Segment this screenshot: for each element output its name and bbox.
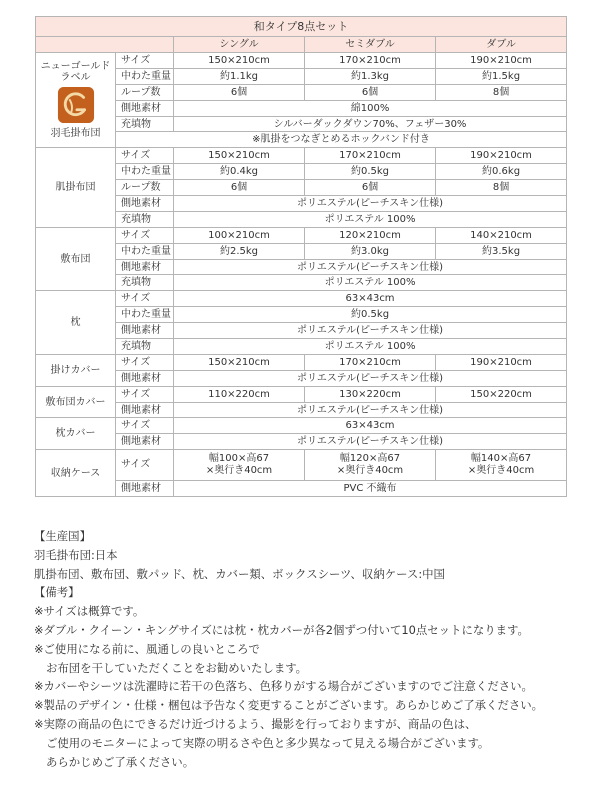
table-row xyxy=(36,402,567,418)
value-cell: 170×210cm xyxy=(305,148,436,164)
value-cell: 6個 xyxy=(174,180,305,196)
value-cell-merged: ポリエステル 100% xyxy=(174,339,567,355)
row-label: 側地素材 xyxy=(116,323,174,339)
note-line: ※ダブル・クイーン・キングサイズには枕・枕カバーが各2個ずつ付いて10点セットになります。 xyxy=(34,622,529,637)
row-label: サイズ xyxy=(116,148,174,164)
category-name: 羽毛掛布団 xyxy=(50,128,101,140)
value-cell: 約3.0kg xyxy=(305,243,436,259)
value-cell xyxy=(436,450,567,481)
category-cell xyxy=(36,450,116,497)
value-cell: 約2.5kg xyxy=(174,243,305,259)
logo-label: ラベル xyxy=(60,72,91,84)
row-label: 側地素材 xyxy=(116,370,174,386)
category-name: 掛けカバー xyxy=(50,364,101,376)
row-label: 中わた重量 xyxy=(116,68,174,84)
header-blank xyxy=(36,37,174,53)
value-cell-merged: 63×43cm xyxy=(174,291,567,307)
value-line: 幅120×高67 xyxy=(339,453,401,465)
category-cell xyxy=(36,291,116,355)
value-cell: 約1.3kg xyxy=(305,68,436,84)
table-title-row xyxy=(36,17,567,37)
row-label: 中わた重量 xyxy=(116,307,174,323)
gold-label-logo-icon xyxy=(57,86,95,124)
table-row xyxy=(36,132,567,148)
row-label: サイズ xyxy=(116,354,174,370)
row-label: 側地素材 xyxy=(116,402,174,418)
value-cell: 6個 xyxy=(305,84,436,100)
value-line: ×奥行き40cm xyxy=(205,465,273,477)
note-line: 【備考】 xyxy=(34,585,80,600)
table-row xyxy=(36,243,567,259)
value-line: 幅100×高67 xyxy=(208,453,270,465)
row-label: サイズ xyxy=(116,418,174,434)
category-name: 収納ケース xyxy=(50,467,101,479)
value-cell-merged: ポリエステル(ピーチスキン仕様) xyxy=(174,370,567,386)
value-line: ×奥行き40cm xyxy=(467,465,535,477)
row-label: 側地素材 xyxy=(116,100,174,116)
row-label: 充填物 xyxy=(116,211,174,227)
row-label: 側地素材 xyxy=(116,434,174,450)
row-label: 充填物 xyxy=(116,339,174,355)
value-cell: 8個 xyxy=(436,84,567,100)
table-row xyxy=(36,53,567,69)
category-cell xyxy=(36,418,116,450)
column-header: ダブル xyxy=(436,37,567,53)
value-cell-merged: ポリエステル(ピーチスキン仕様) xyxy=(174,196,567,212)
category-name: 枕カバー xyxy=(55,428,96,440)
value-cell: 190×210cm xyxy=(436,53,567,69)
note-line: ※製品のデザイン・仕様・梱包は予告なく変更することがございます。あらかじめご了承ください。 xyxy=(34,698,544,713)
value-cell: 約1.1kg xyxy=(174,68,305,84)
table-row xyxy=(36,481,567,497)
row-label: 側地素材 xyxy=(116,259,174,275)
row-label: ループ数 xyxy=(116,84,174,100)
table-title: 和タイプ8点セット xyxy=(36,17,567,37)
note-line: お布団を干していただくことをお勧めいたします。 xyxy=(46,660,308,675)
row-label: 中わた重量 xyxy=(116,243,174,259)
table-row xyxy=(36,434,567,450)
value-cell-merged: ポリエステル 100% xyxy=(174,211,567,227)
value-cell: 6個 xyxy=(174,84,305,100)
table-row xyxy=(36,323,567,339)
note-line: 【生産国】 xyxy=(34,529,91,543)
value-cell: 120×210cm xyxy=(305,227,436,243)
value-cell-merged: シルバーダックダウン70%、フェザー30% xyxy=(174,116,567,132)
table-row xyxy=(36,259,567,275)
value-cell: 150×210cm xyxy=(174,148,305,164)
category-name: 敷布団カバー xyxy=(45,396,106,408)
value-cell: 約3.5kg xyxy=(436,243,567,259)
table-row xyxy=(36,370,567,386)
value-cell-merged: PVC 不織布 xyxy=(174,481,567,497)
note-line: 肌掛布団、敷布団、敷パッド、枕、カバー類、ボックスシーツ、収納ケース:中国 xyxy=(34,566,445,581)
row-label: 中わた重量 xyxy=(116,164,174,180)
value-cell: 190×210cm xyxy=(436,354,567,370)
note-line: ※カバーやシーツは洗濯時に若干の色落ち、色移りがする場合がございますのでご注意ください。 xyxy=(34,679,533,694)
value-cell: 約0.6kg xyxy=(436,164,567,180)
note-line: ご使用のモニターによって実際の明るさや色と多少異なって見える場合がございます。 xyxy=(46,735,490,750)
table-row xyxy=(36,307,567,323)
table-header-row xyxy=(36,37,567,53)
table-row xyxy=(36,180,567,196)
value-cell-merged: ポリエステル(ピーチスキン仕様) xyxy=(174,323,567,339)
value-cell-merged: 約0.5kg xyxy=(174,307,567,323)
row-label: ループ数 xyxy=(116,180,174,196)
value-cell-merged: ポリエステル 100% xyxy=(174,275,567,291)
row-label: サイズ xyxy=(116,291,174,307)
value-cell: 約0.4kg xyxy=(174,164,305,180)
table-row xyxy=(36,148,567,164)
value-cell: 100×210cm xyxy=(174,227,305,243)
value-cell: 150×210cm xyxy=(174,354,305,370)
table-row xyxy=(36,211,567,227)
table-row xyxy=(36,354,567,370)
note-line: 羽毛掛布団:日本 xyxy=(34,547,118,562)
row-label: サイズ xyxy=(116,53,174,69)
logo-label: ニューゴールド xyxy=(40,61,111,73)
category-cell xyxy=(36,227,116,291)
category-cell xyxy=(36,53,116,148)
note-line: ※ご使用になる前に、風通しの良いところで xyxy=(34,641,260,656)
value-cell: 約1.5kg xyxy=(436,68,567,84)
table-row xyxy=(36,196,567,212)
table-row xyxy=(36,291,567,307)
table-row xyxy=(36,116,567,132)
table-row xyxy=(36,84,567,100)
table-row xyxy=(36,164,567,180)
value-cell: 150×210cm xyxy=(174,53,305,69)
value-cell-merged: ポリエステル(ピーチスキン仕様) xyxy=(174,402,567,418)
value-cell-merged: ポリエステル(ピーチスキン仕様) xyxy=(174,259,567,275)
value-cell-merged: ポリエステル(ピーチスキン仕様) xyxy=(174,434,567,450)
table-row xyxy=(36,227,567,243)
category-cell xyxy=(36,354,116,386)
category-cell xyxy=(36,386,116,418)
value-cell: 170×210cm xyxy=(305,354,436,370)
row-label: 充填物 xyxy=(116,116,174,132)
category-cell xyxy=(36,148,116,227)
value-cell: 150×220cm xyxy=(436,386,567,402)
value-cell: 170×210cm xyxy=(305,53,436,69)
table-row xyxy=(36,386,567,402)
value-cell xyxy=(305,450,436,481)
value-cell-note: ※肌掛をつなぎとめるホックバンド付き xyxy=(116,132,567,148)
table-row xyxy=(36,450,567,481)
note-line: ※実際の商品の色にできるだけ近づけるよう、撮影を行っておりますが、商品の色は、 xyxy=(34,716,477,731)
notes-section xyxy=(34,527,594,771)
table-row xyxy=(36,339,567,355)
note-line: あらかじめご了承ください。 xyxy=(46,754,195,769)
row-label: 充填物 xyxy=(116,275,174,291)
value-line: ×奥行き40cm xyxy=(336,465,404,477)
table-row xyxy=(36,100,567,116)
column-header: セミダブル xyxy=(305,37,436,53)
row-label: 側地素材 xyxy=(116,481,174,497)
column-header: シングル xyxy=(174,37,305,53)
row-label: サイズ xyxy=(116,227,174,243)
category-name: 枕 xyxy=(70,317,81,329)
value-cell-merged: 綿100% xyxy=(174,100,567,116)
row-label: 側地素材 xyxy=(116,196,174,212)
category-name: 肌掛布団 xyxy=(55,182,96,194)
value-cell: 130×220cm xyxy=(305,386,436,402)
value-cell: 140×210cm xyxy=(436,227,567,243)
value-cell xyxy=(174,450,305,481)
category-name: 敷布団 xyxy=(60,253,91,265)
value-cell: 6個 xyxy=(305,180,436,196)
spec-table xyxy=(35,16,567,497)
value-cell: 約0.5kg xyxy=(305,164,436,180)
value-cell: 190×210cm xyxy=(436,148,567,164)
value-cell: 8個 xyxy=(436,180,567,196)
table-row xyxy=(36,275,567,291)
table-row xyxy=(36,418,567,434)
table-row xyxy=(36,68,567,84)
value-cell: 110×220cm xyxy=(174,386,305,402)
value-cell-merged: 63×43cm xyxy=(174,418,567,434)
value-line: 幅140×高67 xyxy=(470,453,532,465)
row-label: サイズ xyxy=(116,386,174,402)
note-line: ※サイズは概算です。 xyxy=(34,604,145,619)
row-label: サイズ xyxy=(116,450,174,481)
